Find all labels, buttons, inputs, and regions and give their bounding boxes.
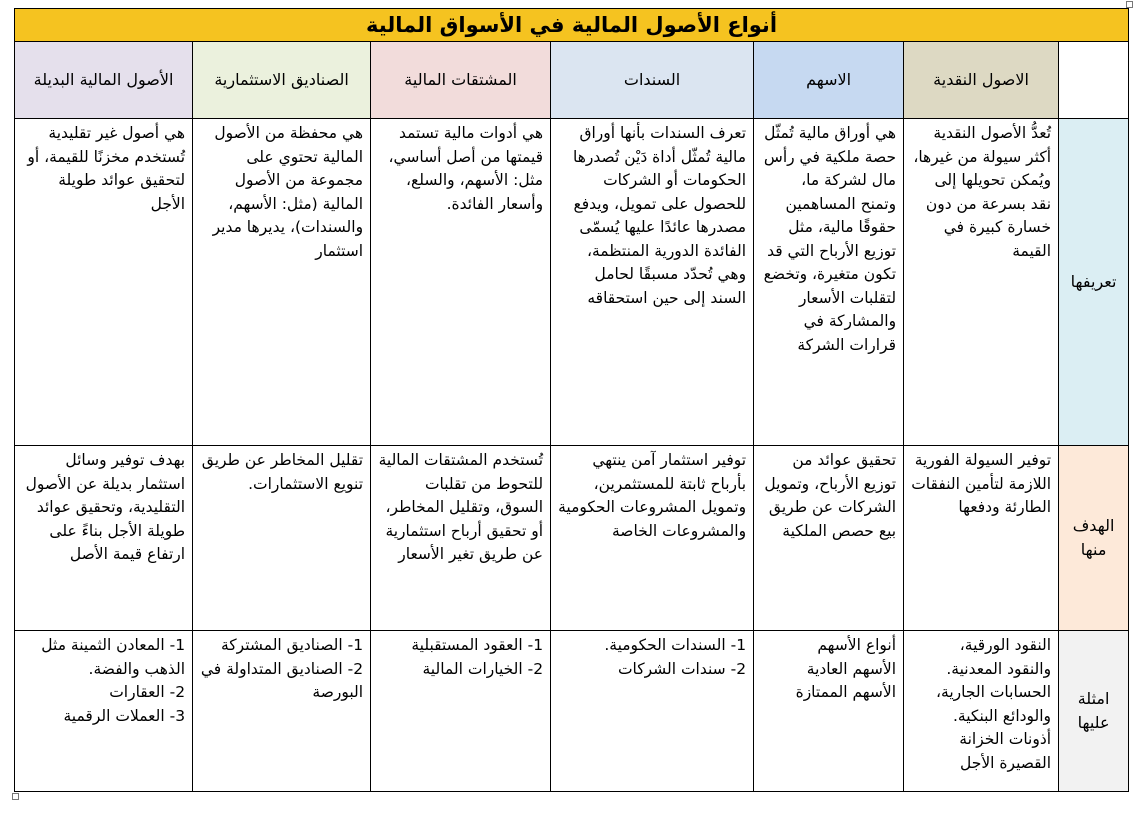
resize-handle-bottom-left-icon[interactable] bbox=[12, 793, 19, 800]
table-cell: هي أصول غير تقليدية تُستخدم مخزنًا للقيمة، أو لتحقيق عوائد طويلة الأجل bbox=[15, 119, 193, 446]
table-cell: تقليل المخاطر عن طريق تنويع الاستثمارات. bbox=[193, 446, 371, 631]
table-cell: بهدف توفير وسائل استثمار بديلة عن الأصول التقليدية، وتحقيق عوائد طويلة الأجل بناءً على ارتفاع قيمة الأصل bbox=[15, 446, 193, 631]
cell-line: أنواع الأسهم bbox=[817, 636, 897, 654]
row-header: تعريفها bbox=[1059, 119, 1129, 446]
table-cell: هي أوراق مالية تُمثّل حصة ملكية في رأس مال لشركة ما، وتمنح المساهمين حقوقًا مالية، مثل توزيع الأرباح التي قد تكون متغيرة، وتخضع لتقلبات الأسعار والمشاركة في قرارات الشركة bbox=[754, 119, 904, 446]
table-cell: تحقيق عوائد من توزيع الأرباح، وتمويل الشركات عن طريق بيع حصص الملكية bbox=[754, 446, 904, 631]
cell-line: الحسابات الجارية، bbox=[936, 683, 1052, 701]
cell-line: النقود الورقية، bbox=[959, 636, 1052, 654]
cell-line: 2- سندات الشركات bbox=[617, 659, 747, 678]
column-header: السندات bbox=[551, 42, 754, 119]
resize-handle-top-right-icon[interactable] bbox=[1126, 1, 1133, 8]
table-row-examples bbox=[15, 631, 1129, 792]
column-header: الاسهم bbox=[754, 42, 904, 119]
table-cell: توفير استثمار آمن ينتهي بأرباح ثابتة للمستثمرين، وتمويل المشروعات الحكومية والمشروعات الخاصة bbox=[551, 446, 754, 631]
table-row-goal bbox=[15, 446, 1129, 631]
cell-line: 1- الصناديق المشتركة bbox=[220, 636, 364, 654]
table-title: أنواع الأصول المالية في الأسواق المالية bbox=[15, 9, 1129, 42]
table-cell: تُستخدم المشتقات المالية للتحوط من تقلبات السوق، وتقليل المخاطر، أو تحقيق أرباح استثمارية عن طريق تغير الأسعار bbox=[371, 446, 551, 631]
column-header: المشتقات المالية bbox=[371, 42, 551, 119]
cell-line: 2- الخيارات المالية bbox=[422, 659, 544, 678]
cell-line: والنقود المعدنية. bbox=[946, 659, 1052, 678]
column-header: الاصول النقدية bbox=[904, 42, 1059, 119]
cell-line: 2- العقارات bbox=[109, 683, 186, 701]
row-header: الهدف منها bbox=[1059, 446, 1129, 631]
table-cell bbox=[15, 631, 193, 792]
table-cell: تعرف السندات بأنها أوراق مالية تُمثّل أداة دَيْن تُصدرها الحكومات أو الشركات للحصول على تمويل، ويدفع مصدرها عائدًا عليها يُسمّى الفائدة الدورية المنتظمة، وهي تُحدّد مسبقًا لحامل السند إلى حين استحقاقه bbox=[551, 119, 754, 446]
asset-types-table-container bbox=[14, 8, 1128, 792]
table-row-definition bbox=[15, 119, 1129, 446]
table-cell: توفير السيولة الفورية اللازمة لتأمين النفقات الطارئة ودفعها bbox=[904, 446, 1059, 631]
cell-line: والودائع البنكية. bbox=[952, 706, 1052, 725]
asset-types-table bbox=[14, 8, 1129, 792]
table-cell bbox=[551, 631, 754, 792]
cell-line: الأسهم الممتازة bbox=[795, 683, 897, 701]
table-cell bbox=[371, 631, 551, 792]
header-row bbox=[15, 42, 1129, 119]
table-cell bbox=[193, 631, 371, 792]
corner-cell bbox=[1059, 42, 1129, 119]
table-cell bbox=[904, 631, 1059, 792]
cell-line: 3- العملات الرقمية bbox=[63, 706, 186, 725]
cell-line: أذونات الخزانة bbox=[959, 730, 1052, 748]
title-row bbox=[15, 9, 1129, 42]
table-cell bbox=[754, 631, 904, 792]
row-header: امثلة عليها bbox=[1059, 631, 1129, 792]
cell-line: 1- العقود المستقبلية bbox=[411, 636, 544, 654]
cell-line: 1- المعادن الثمينة مثل الذهب والفضة. bbox=[41, 636, 186, 678]
table-cell: هي أدوات مالية تستمد قيمتها من أصل أساسي، مثل: الأسهم، والسلع، وأسعار الفائدة. bbox=[371, 119, 551, 446]
column-header: الأصول المالية البديلة bbox=[15, 42, 193, 119]
cell-line: القصيرة الأجل bbox=[960, 753, 1052, 772]
cell-line: الأسهم العادية bbox=[806, 659, 897, 678]
cell-line: 2- الصناديق المتداولة في البورصة bbox=[200, 659, 364, 701]
cell-line: 1- السندات الحكومية. bbox=[604, 636, 747, 654]
table-cell: تُعدُّ الأصول النقدية أكثر سيولة من غيرها، ويُمكن تحويلها إلى نقد بسرعة من دون خسارة كبيرة في القيمة bbox=[904, 119, 1059, 446]
table-cell: هي محفظة من الأصول المالية تحتوي على مجموعة من الأصول المالية (مثل: الأسهم، والسندات)، يديرها مدير استثمار bbox=[193, 119, 371, 446]
column-header: الصناديق الاستثمارية bbox=[193, 42, 371, 119]
